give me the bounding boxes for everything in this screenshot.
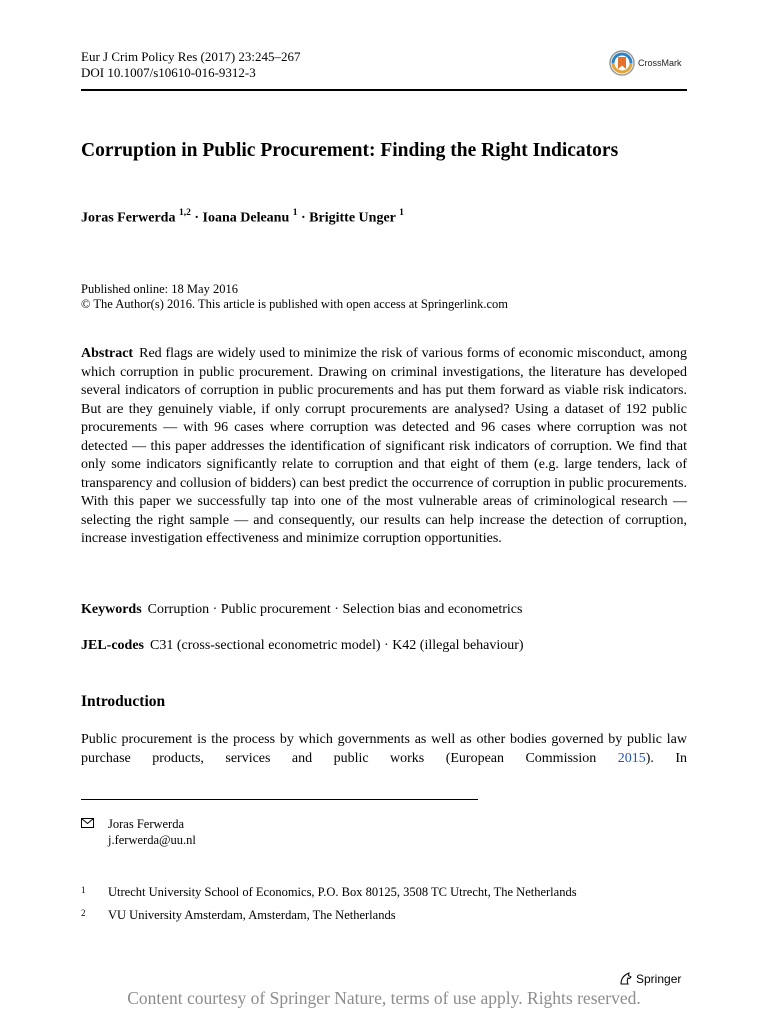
keywords-label: Keywords (81, 602, 142, 617)
footnote-rule (81, 799, 478, 800)
crossmark-icon (609, 50, 635, 76)
introduction-paragraph (81, 731, 687, 768)
footnote-number: 1 (81, 885, 86, 895)
jel-codes (81, 638, 524, 654)
citation-link[interactable]: 2015 (617, 750, 646, 766)
abstract-text: Red flags are widely used to minimize the risk of various forms of economic misconduct, among which corruption in public procurement. Drawing on criminal investigations, the literature has developed several indicators of corruption in public procurements and has put them forward as viable risk indicators. But are they genuinely viable, if only corrupt procurements are analysed? Using a dataset of 192 public procurements — with 96 cases where corruption was detected and 96 cases where corruption was not detected — this paper addresses the identification of significant risk indicators of corruption. We find that only some indicators significantly relate to corruption and that eight of them (e.g. large tenders, lack of transparency and collusion of bidders) can best predict the occurrence of corruption in public procurements. With this paper we successfully tap into one of the most vulnerable areas of criminological research — selecting the right sample — and consequently, our results can help increase the detection of corruption, increase investigation effectiveness and minimize corruption opportunities. (81, 346, 687, 546)
corresponding-author (81, 816, 196, 848)
footnote-text: Utrecht University School of Economics, P.O. Box 80125, 3508 TC Utrecht, The Netherlands (108, 885, 577, 899)
doi[interactable]: DOI 10.1007/s10610-016-9312-3 (81, 65, 256, 80)
header-rule (81, 89, 687, 91)
author-affiliation: 1,2 (178, 208, 191, 218)
abstract-label: Abstract (81, 346, 134, 361)
footnote (81, 908, 396, 923)
copyright-notice: © The Author(s) 2016. This article is published with open access at Springerlink.com (81, 297, 509, 311)
springer-label: Springer (636, 972, 682, 986)
author-affiliation: 1 (399, 208, 404, 218)
journal-reference: Eur J Crim Policy Res (2017) 23:245–267 (81, 49, 301, 64)
intro-text: Public procurement is the process by which governments as well as other bodies governed by public law purchase products, services and public works (European Commission (81, 732, 687, 766)
crossmark-badge[interactable] (609, 50, 682, 76)
courtesy-notice: Content courtesy of Springer Nature, terms of use apply. Rights reserved. (127, 988, 641, 1008)
jel-text: C31 (cross-sectional econometric model) · K42 (illegal behaviour) (150, 638, 524, 653)
author-separator: · (194, 210, 200, 226)
jel-label: JEL-codes (81, 638, 144, 653)
keywords (81, 602, 522, 618)
envelope-icon (81, 816, 108, 832)
author-name[interactable]: Joras Ferwerda (81, 210, 176, 226)
journal-citation (81, 49, 301, 81)
intro-text-end: ). In (645, 750, 687, 766)
abstract (81, 345, 687, 549)
crossmark-label: CrossMark (638, 58, 682, 68)
footnote (81, 885, 577, 900)
section-heading: Introduction (81, 693, 166, 710)
author-name[interactable]: Ioana Deleanu (202, 210, 290, 226)
footnote-text: VU University Amsterdam, Amsterdam, The Netherlands (108, 908, 396, 922)
keywords-text: Corruption · Public procurement · Selection bias and econometrics (147, 602, 523, 617)
author-list (81, 209, 404, 227)
author-name[interactable]: Brigitte Unger (309, 210, 396, 226)
footnote-number: 2 (81, 908, 86, 918)
springer-logo (619, 972, 681, 986)
springer-horse-icon (619, 972, 633, 986)
article-title: Corruption in Public Procurement: Finding the Right Indicators (81, 140, 619, 161)
published-date: Published online: 18 May 2016 (81, 282, 238, 296)
corresponding-author-name: Joras Ferwerda (108, 817, 185, 831)
author-affiliation: 1 (292, 208, 298, 218)
corresponding-email[interactable]: j.ferwerda@uu.nl (108, 833, 196, 847)
publication-info (81, 282, 508, 312)
author-separator: · (301, 210, 306, 226)
